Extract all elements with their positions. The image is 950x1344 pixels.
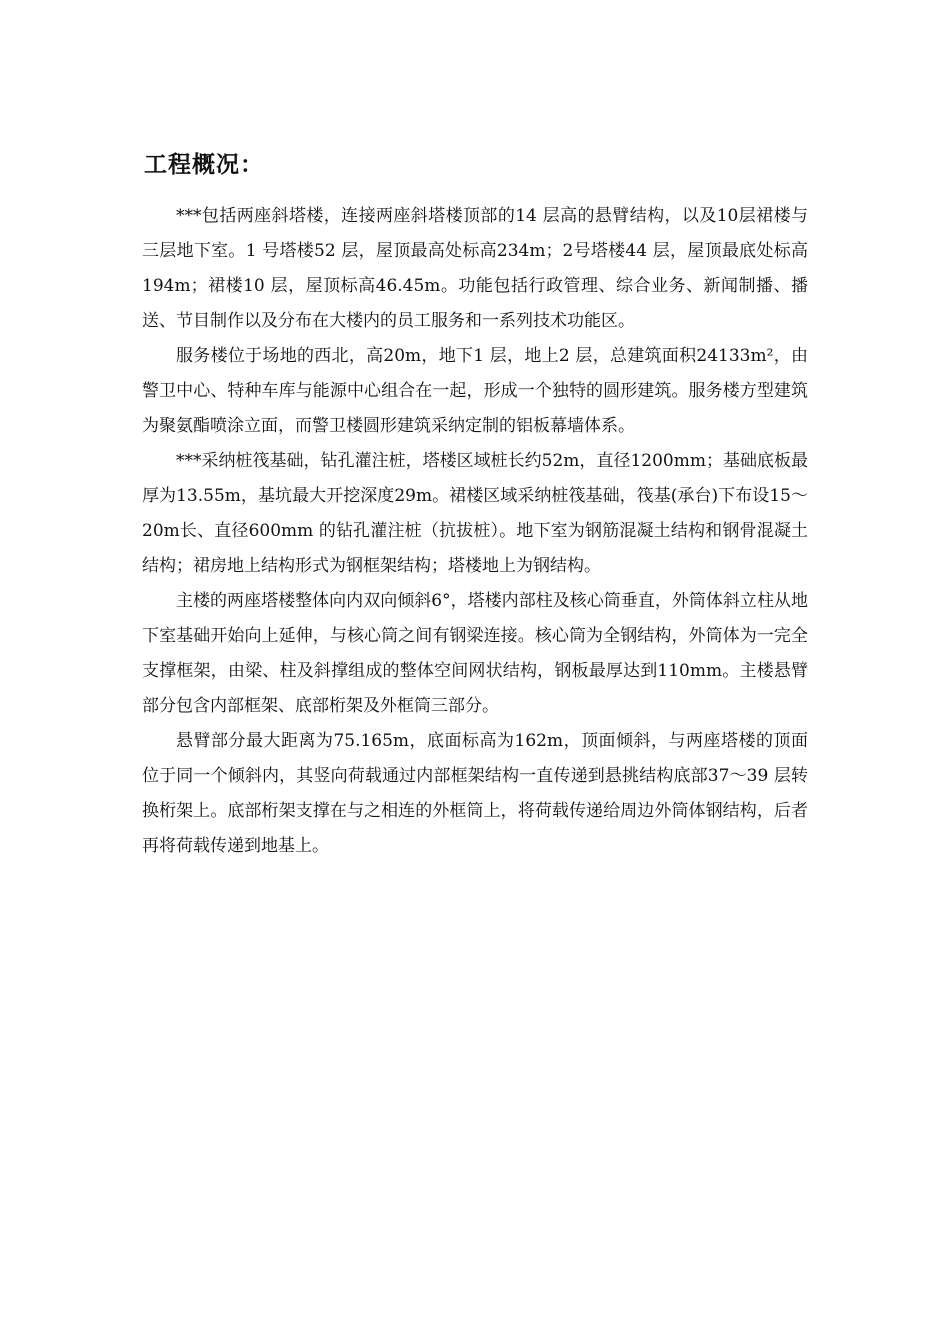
document-title: 工程概况： [144, 152, 264, 178]
paragraph-service-building: 服务楼位于场地的西北，高20m，地下1 层，地上2 层，总建筑面积24133m²，由警卫中心、特种车库与能源中心组合在一起，形成一个独特的圆形建筑。服务楼方型建筑为聚氨酯喷涂立面，而警卫楼圆形建筑采纳定制的铝板幕墙体系。 [142, 346, 808, 436]
paragraph-cantilever: 悬臂部分最大距离为75.165m，底面标高为162m，顶面倾斜，与两座塔楼的顶面位于同一个倾斜内，其竖向荷载通过内部框架结构一直传递到悬挑结构底部37～39 层转换桁架上。底部桁架支撑在与之相连的外框筒上，将荷载传递给周边外筒体钢结构，后者再将荷载传递到地基上。 [142, 731, 808, 856]
paragraph-overview: ***包括两座斜塔楼，连接两座斜塔楼顶部的14 层高的悬臂结构，以及10层裙楼与三层地下室。1 号塔楼52 层，屋顶最高处标高234m；2号塔楼44 层，屋顶最底处标高194m；裙楼10 层，屋顶标高46.45m。功能包括行政管理、综合业务、新闻制播、播送、节目制作以及分布在大楼内的员工服务和一系列技术功能区。 [142, 206, 808, 331]
document-body [142, 199, 808, 864]
paragraph-foundation: ***采纳桩筏基础，钻孔灌注桩，塔楼区域桩长约52m，直径1200mm；基础底板最厚为13.55m，基坑最大开挖深度29m。裙楼区域采纳桩筏基础，筏基(承台)下布设15～20m长、直径600mm 的钻孔灌注桩（抗拔桩）。地下室为钢筋混凝土结构和钢骨混凝土结构；裙房地上结构形式为钢框架结构；塔楼地上为钢结构。 [142, 451, 808, 576]
paragraph-tower-structure: 主楼的两座塔楼整体向内双向倾斜6°，塔楼内部柱及核心筒垂直，外筒体斜立柱从地下室基础开始向上延伸，与核心筒之间有钢梁连接。核心筒为全钢结构，外筒体为一完全支撑框架，由梁、柱及斜撑组成的整体空间网状结构，钢板最厚达到110mm。主楼悬臂部分包含内部框架、底部桁架及外框筒三部分。 [142, 591, 808, 716]
